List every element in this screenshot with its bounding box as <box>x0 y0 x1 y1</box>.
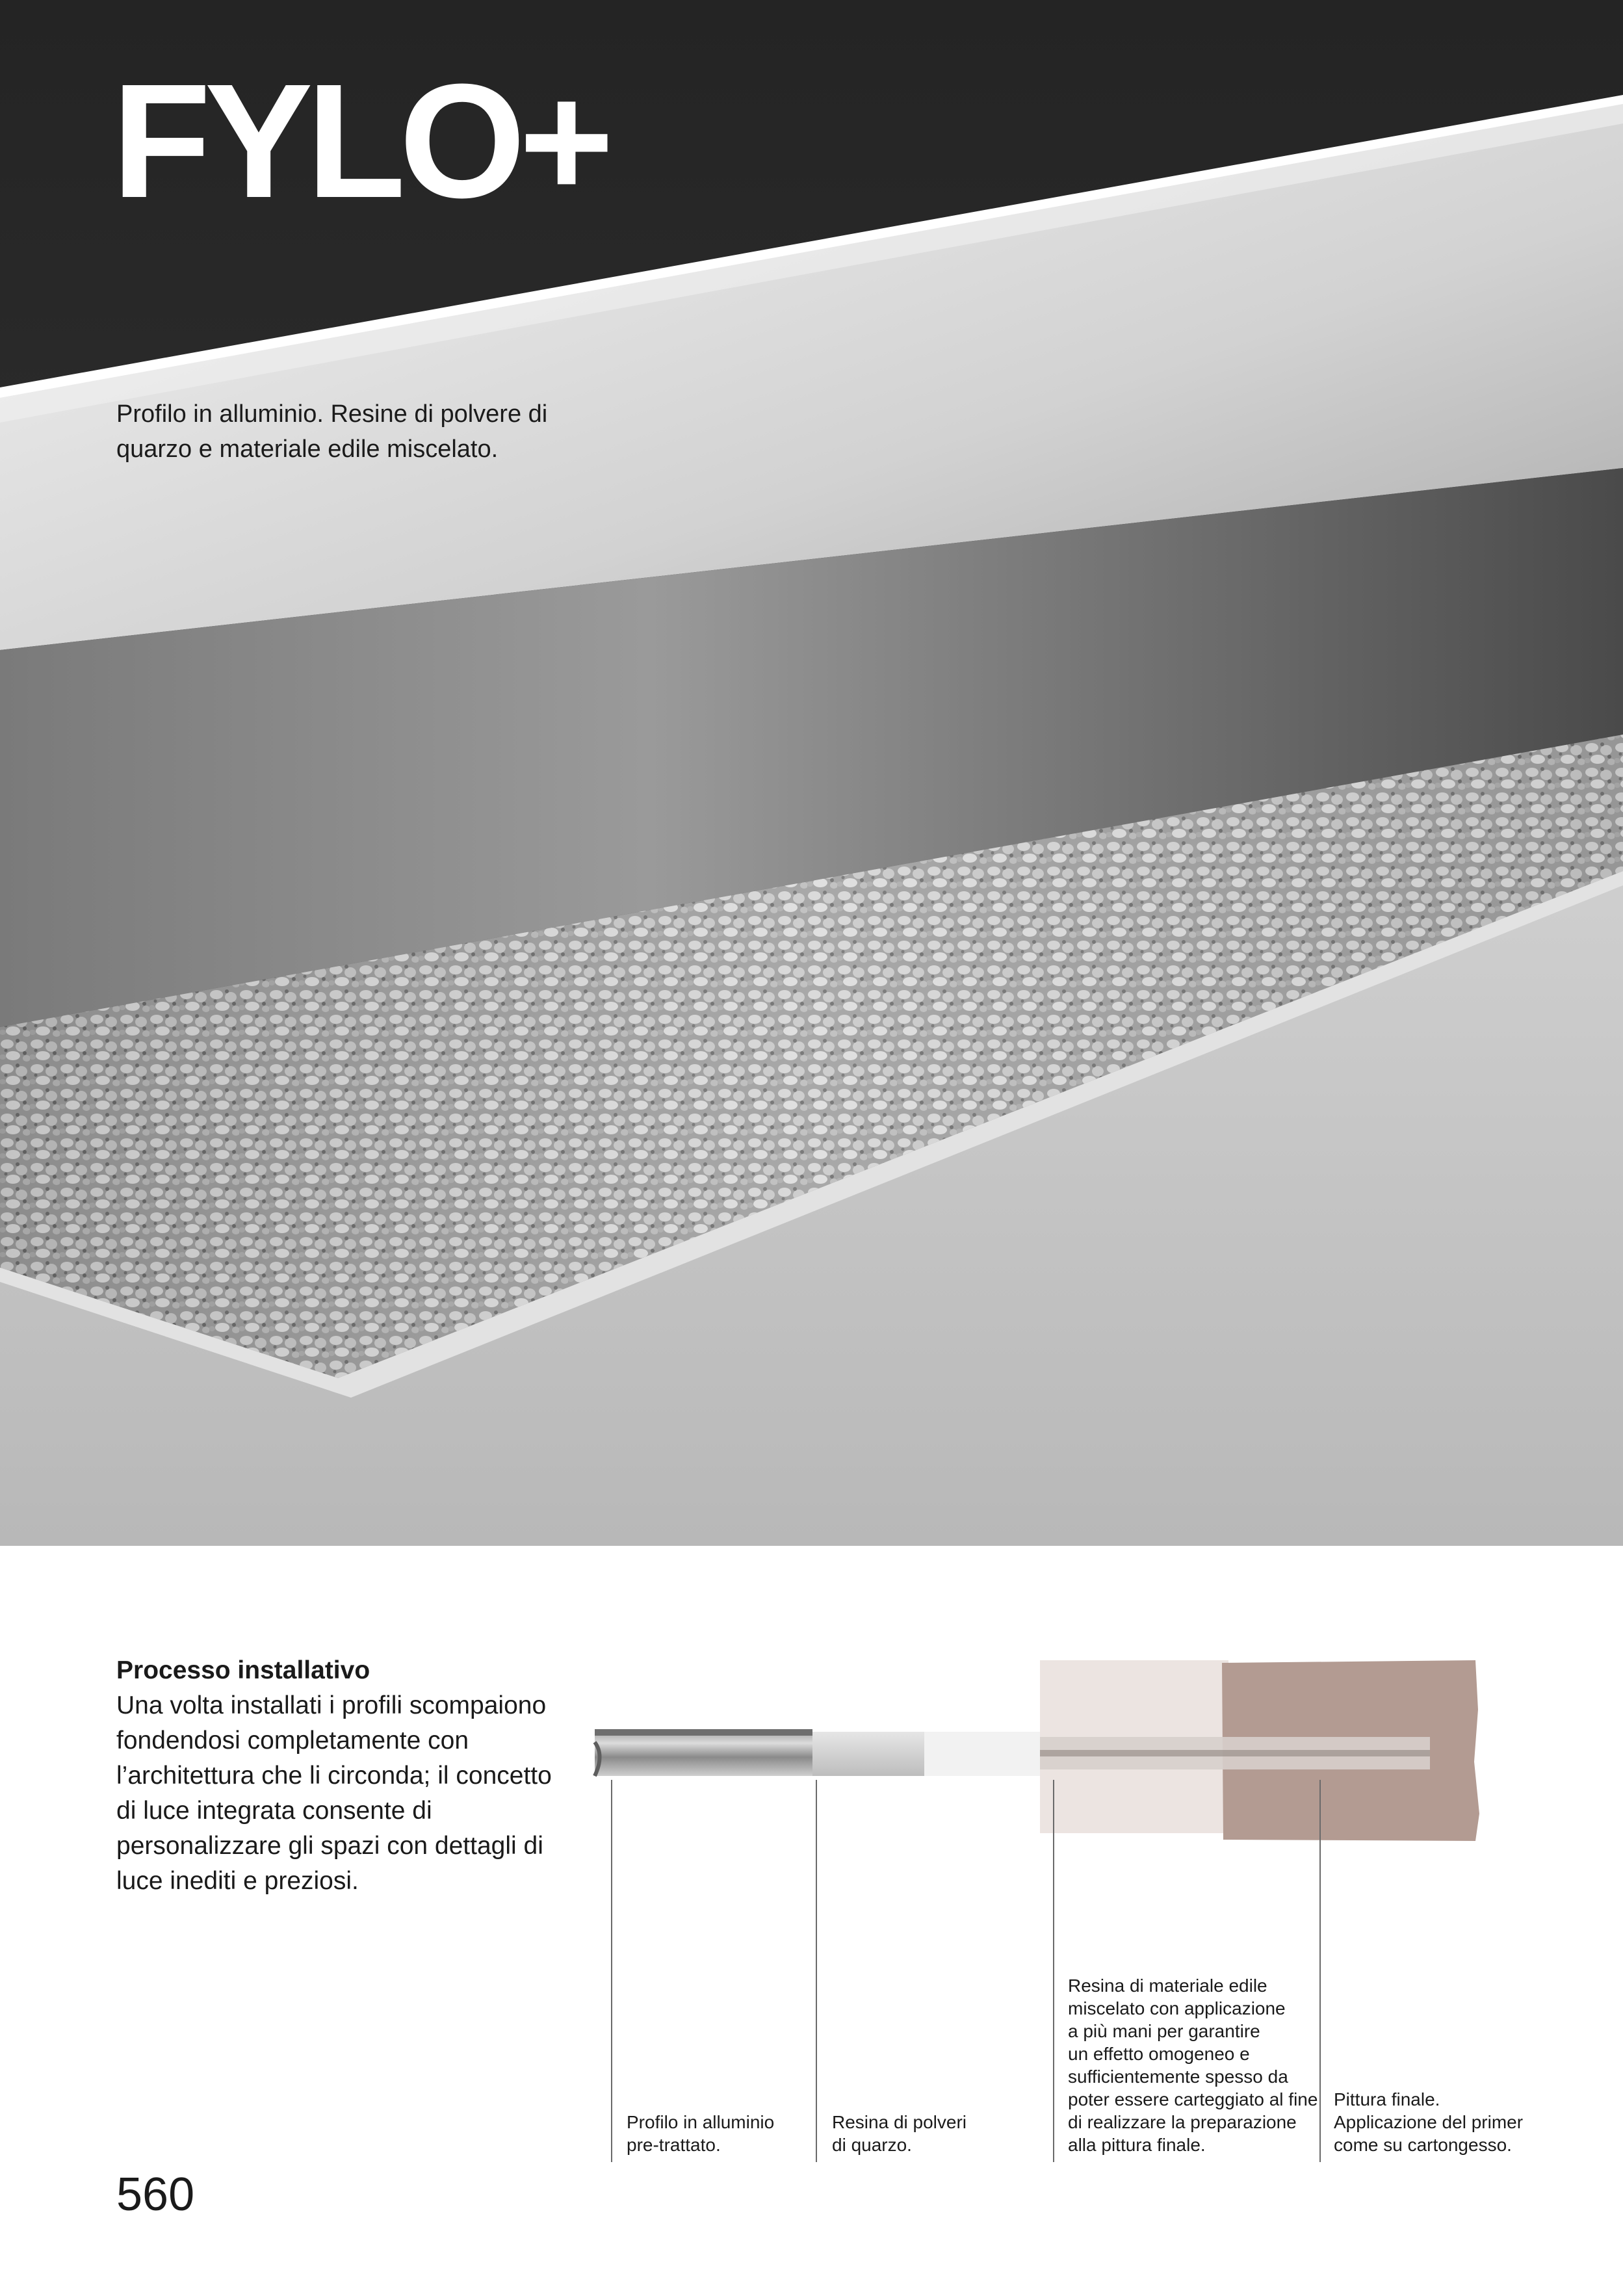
caption-final-paint: Pittura finale. Applicazione del primer come su cartongesso. <box>1334 2089 1524 2155</box>
leader-line <box>611 1780 612 2162</box>
section-heading: Processo installativo <box>116 1656 370 1684</box>
section-body: Una volta installati i profili scompaiono fondendosi completamente con l’architettura che li circonda; il concetto di luce integrata consente di personalizzare gli spazi con dettagli di luce inediti e preziosi. <box>116 1691 552 1895</box>
page-number: 560 <box>116 2169 195 2221</box>
product-subtitle: Profilo in alluminio. Resine di polvere di quarzo e materiale edile miscelato. <box>116 400 548 463</box>
caption-aluminium-profile: Profilo in alluminio pre-trattato. <box>627 2112 775 2155</box>
leader-line <box>1053 1780 1054 2162</box>
caption-quartz-resin: Resina di polveri di quarzo. <box>832 2112 967 2155</box>
caption-building-resin: Resina di materiale edile miscelato con applicazione a più mani per garantire un effetto omogeneo e sufficientemente spesso da poter essere carteggiato al fine di realizzare la preparazione alla pittura finale. <box>1068 1976 1318 2155</box>
leader-line <box>816 1780 817 2162</box>
page-title: FYLO+ <box>112 50 608 231</box>
aluminium-profile <box>595 1729 812 1776</box>
